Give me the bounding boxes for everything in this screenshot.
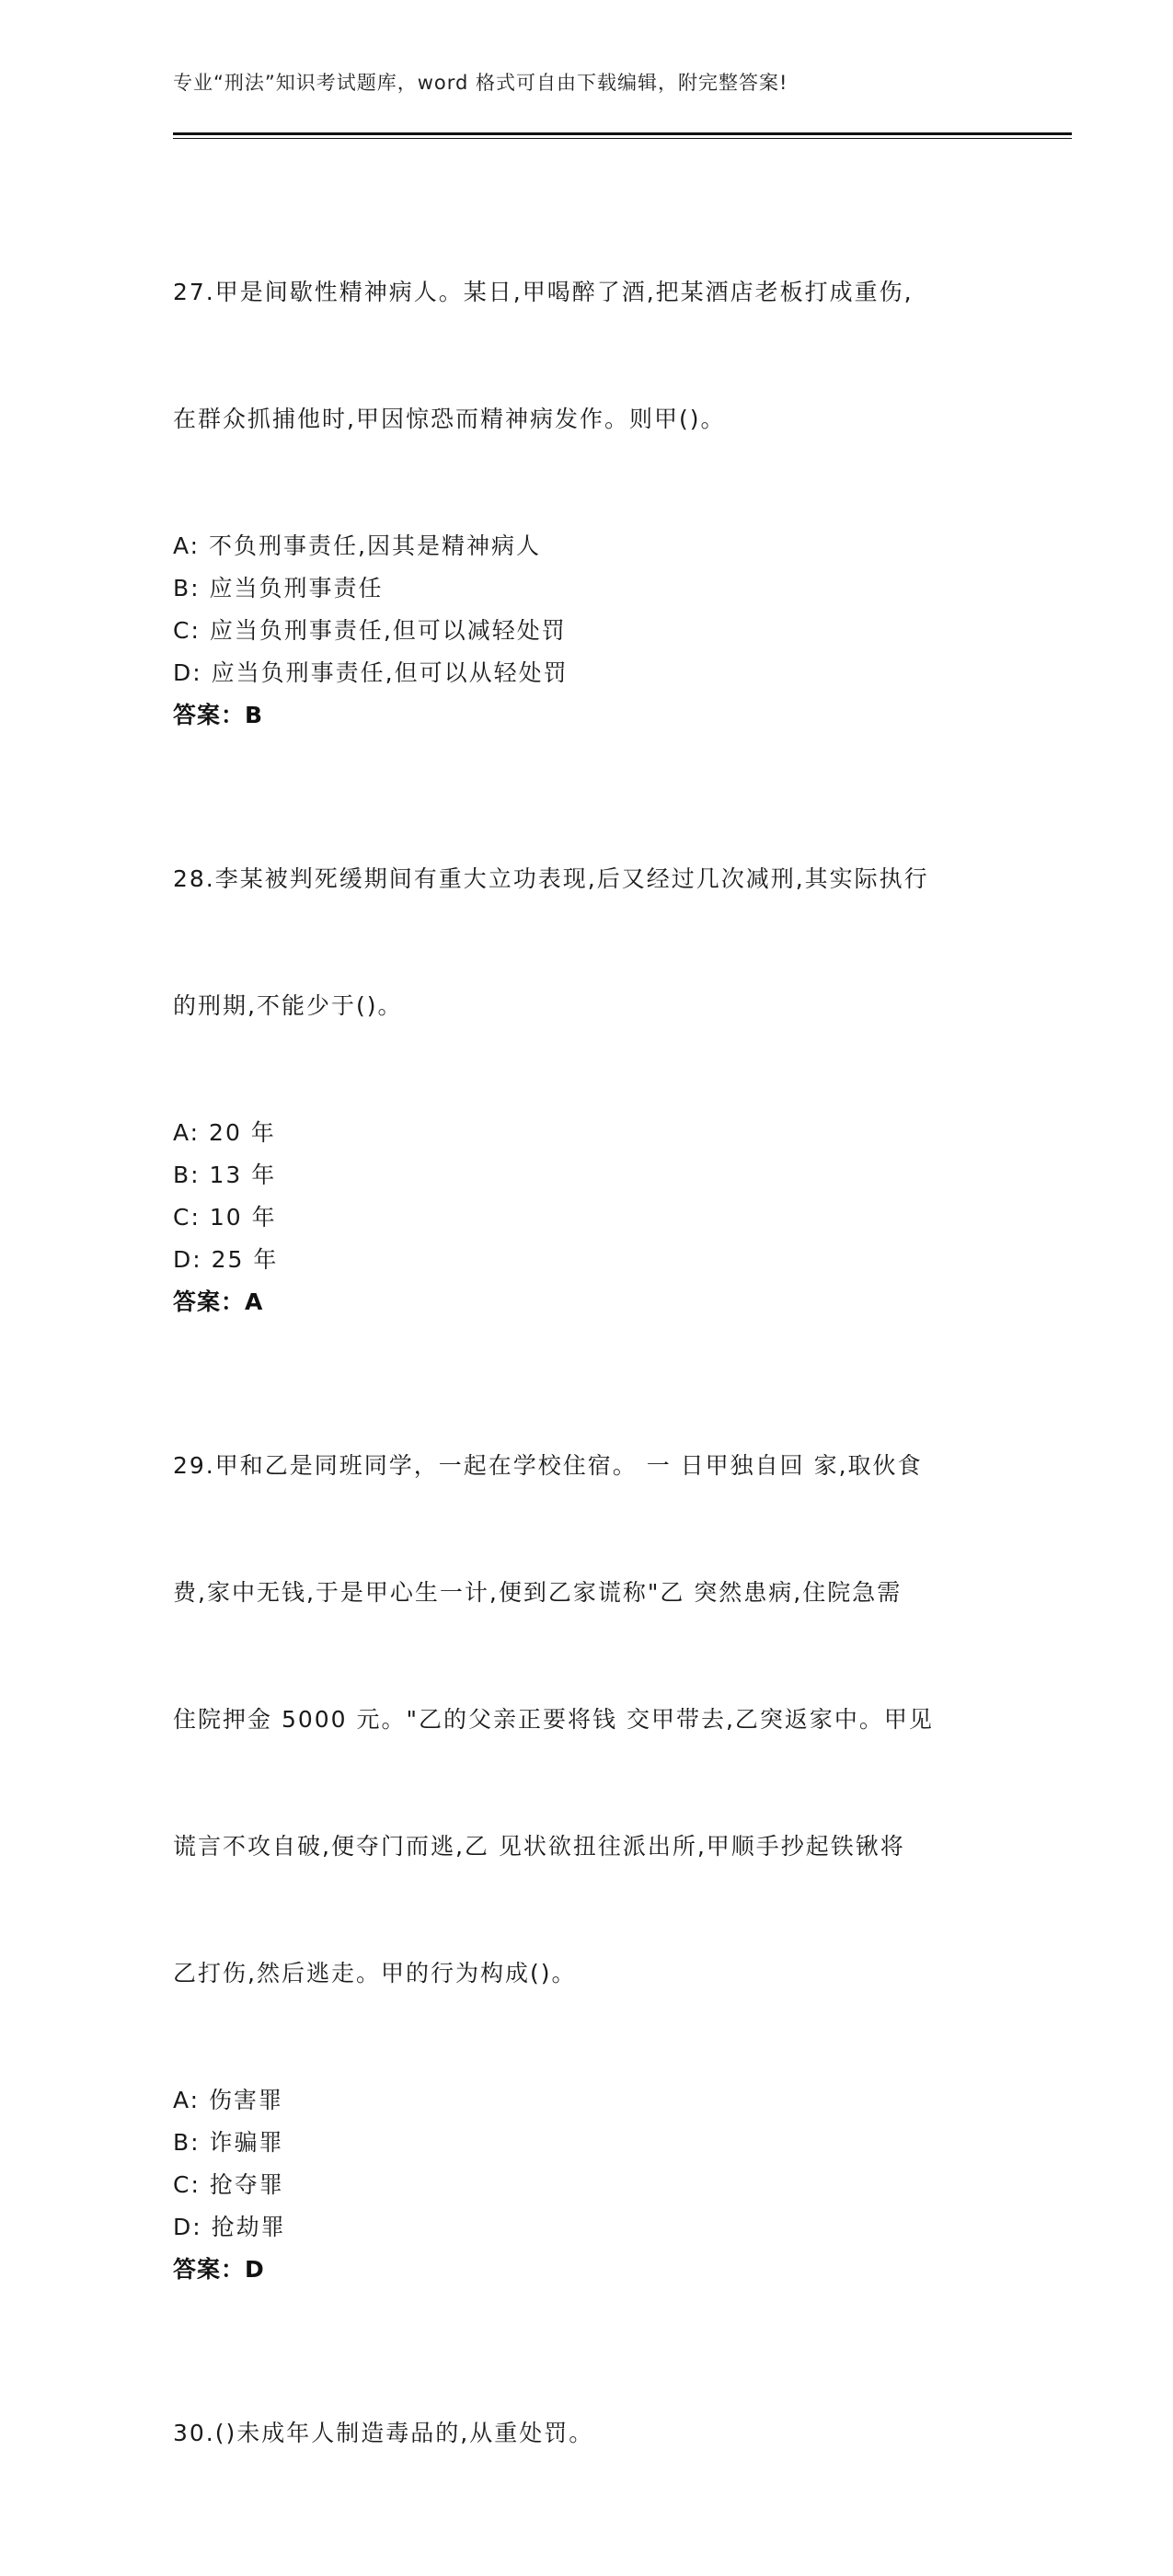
question-text bbox=[173, 1360, 1001, 2079]
question-line: 在群众抓捕他时,甲因惊恐而精神病发作。则甲()。 bbox=[173, 406, 726, 432]
question-line: 住院押金 5000 元。"乙的父亲正要将钱 交甲带去,乙突返家中。甲见 bbox=[173, 1706, 934, 1733]
question-text bbox=[173, 187, 1001, 525]
question-line: 谎言不攻自破,便夺门而逃,乙 见状欲扭往派出所,甲顺手抄起铁锹将 bbox=[173, 1833, 905, 1860]
question-line: 乙打伤,然后逃走。甲的行为构成()。 bbox=[173, 1960, 577, 1986]
header-rule-thick bbox=[173, 132, 1072, 135]
question-27 bbox=[173, 187, 1001, 737]
option-d: D: 应当负刑事责任,但可以从轻处罚 bbox=[173, 659, 569, 686]
question-line: 的刑期,不能少于()。 bbox=[173, 992, 403, 1019]
option-c: C: 抢夺罪 bbox=[173, 2171, 284, 2198]
question-text bbox=[173, 2328, 1001, 2539]
option-c: C: 10 年 bbox=[173, 1204, 277, 1231]
question-28 bbox=[173, 773, 1001, 1323]
page-header: 专业“刑法”知识考试题库，word 格式可自由下载编辑，附完整答案! bbox=[173, 72, 788, 94]
question-line: 费,家中无钱,于是甲心生一计,便到乙家谎称"乙 突然患病,住院急需 bbox=[173, 1579, 903, 1606]
question-list bbox=[173, 187, 1001, 2576]
question-line: 28.李某被判死缓期间有重大立功表现,后又经过几次减刑,其实际执行 bbox=[173, 865, 929, 892]
option-b: B: 13 年 bbox=[173, 1162, 277, 1188]
option-d: D: 25 年 bbox=[173, 1246, 279, 1273]
answer: 答案：A bbox=[173, 1288, 264, 1315]
option-b: B: 诈骗罪 bbox=[173, 2129, 284, 2156]
option-d: D: 抢劫罪 bbox=[173, 2214, 286, 2240]
option-c: C: 应当负刑事责任,但可以减轻处罚 bbox=[173, 617, 567, 644]
option-a: A: 20 年 bbox=[173, 1119, 276, 1146]
option-b: B: 应当负刑事责任 bbox=[173, 575, 384, 601]
question-line: 29.甲和乙是同班同学，一起在学校住宿。 一 日甲独自回 家,取伙食 bbox=[173, 1452, 923, 1479]
header-rule-thin bbox=[173, 138, 1072, 139]
answer: 答案：B bbox=[173, 702, 264, 728]
option-a: A: 不负刑事责任,因其是精神病人 bbox=[173, 532, 541, 559]
question-30 bbox=[173, 2328, 1001, 2539]
question-29 bbox=[173, 1360, 1001, 2291]
option-a: A: 伤害罪 bbox=[173, 2087, 284, 2113]
question-line: 27.甲是间歇性精神病人。某日,甲喝醉了酒,把某酒店老板打成重伤, bbox=[173, 279, 914, 305]
answer: 答案：D bbox=[173, 2256, 265, 2283]
question-line: 30.()未成年人制造毒品的,从重处罚。 bbox=[173, 2420, 594, 2446]
question-text bbox=[173, 773, 1001, 1112]
